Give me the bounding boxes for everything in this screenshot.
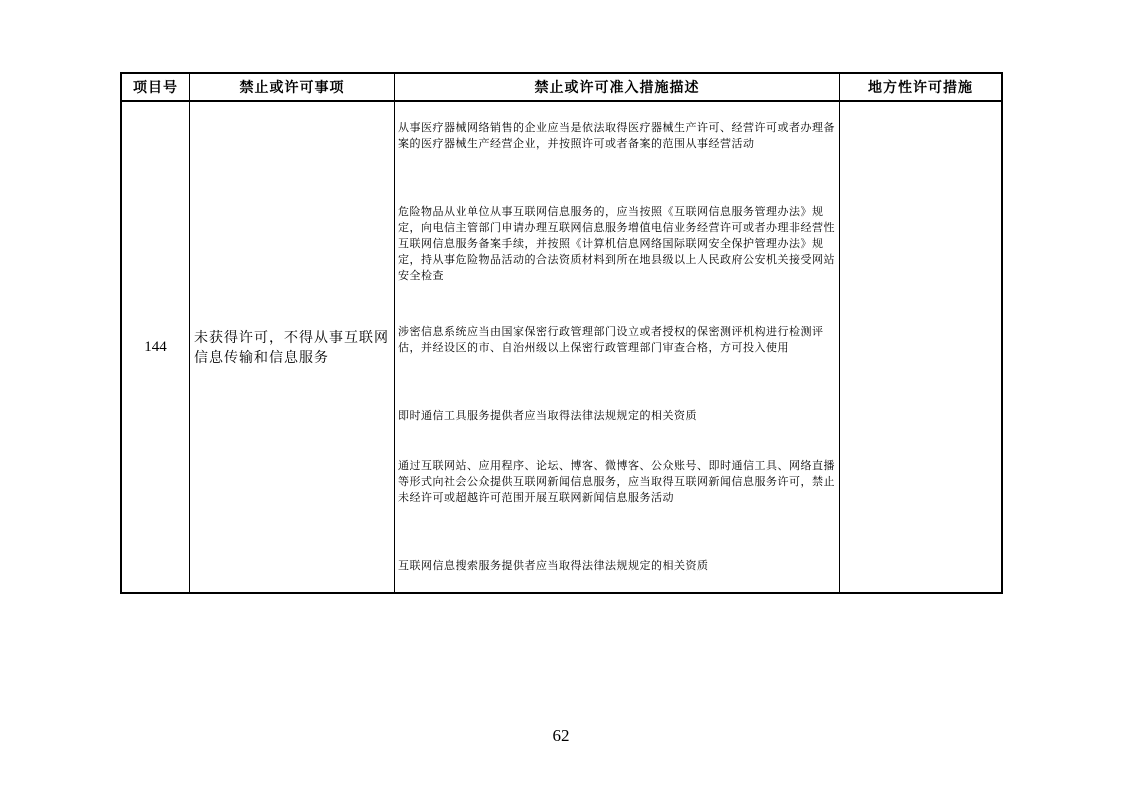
cell-matter: 未获得许可，不得从事互联网信息传输和信息服务 [194,330,389,366]
column-divider [394,74,395,592]
cell-item-no: 144 [144,338,167,355]
permit-table [120,72,1003,594]
column-divider [189,74,190,592]
header-matter: 禁止或许可事项 [239,80,345,96]
description-paragraph: 从事医疗器械网络销售的企业应当是依法取得医疗器械生产许可、经营许可或者办理备案的医疗器械生产经营企业，并按照许可或者备案的范围从事经营活动 [398,121,835,150]
description-paragraph: 互联网信息搜索服务提供者应当取得法律法规规定的相关资质 [398,559,709,572]
table-header-row [122,74,1001,102]
header-description: 禁止或许可准入措施描述 [534,80,700,96]
page-number: 62 [552,726,570,745]
description-paragraph: 涉密信息系统应当由国家保密行政管理部门设立或者授权的保密测评机构进行检测评估，并经设区的市、自治州级以上保密行政管理部门审查合格，方可投入使用 [398,325,824,354]
description-paragraph: 危险物品从业单位从事互联网信息服务的，应当按照《互联网信息服务管理办法》规定，向电信主管部门申请办理互联网信息服务增值电信业务经营许可或者办理非经营性互联网信息服务备案手续，并按照《计算机信息网络国际联网安全保护管理办法》规定，持从事危险物品活动的合法资质材料到所在地县级以上人民政府公安机关接受网站安全检查 [398,205,835,282]
description-paragraph: 通过互联网站、应用程序、论坛、博客、微博客、公众账号、即时通信工具、网络直播等形式向社会公众提供互联网新闻信息服务，应当取得互联网新闻信息服务许可，禁止未经许可或超越许可范围开展互联网新闻信息服务活动 [398,459,835,504]
header-local-measures: 地方性许可措施 [868,80,973,96]
header-item-no: 项目号 [133,80,178,96]
description-paragraph: 即时通信工具服务提供者应当取得法律法规规定的相关资质 [398,409,697,422]
